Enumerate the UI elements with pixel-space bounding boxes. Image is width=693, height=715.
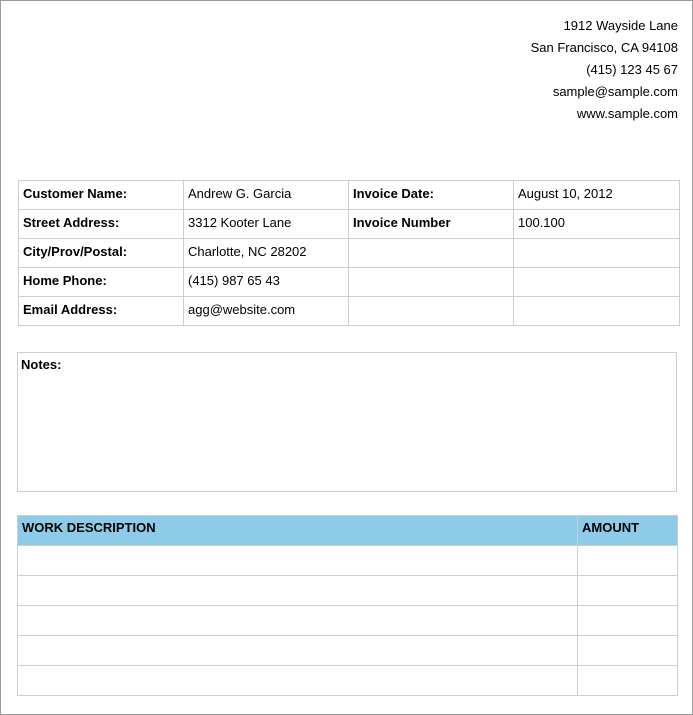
invoice-number-label: Invoice Number: [349, 210, 514, 239]
customer-info-table: [18, 180, 680, 326]
table-row: [18, 636, 678, 666]
notes-box[interactable]: [17, 352, 677, 492]
empty-label-cell: [349, 268, 514, 297]
amount-cell[interactable]: [578, 606, 678, 636]
empty-value-cell[interactable]: [514, 297, 680, 326]
table-row: [18, 576, 678, 606]
amount-cell[interactable]: [578, 666, 678, 696]
company-email: sample@sample.com: [552, 84, 678, 99]
street-address-label: Street Address:: [19, 210, 184, 239]
notes-label: Notes:: [21, 357, 62, 372]
work-description-cell[interactable]: [18, 546, 578, 576]
company-address: [531, 15, 678, 125]
table-row: [19, 297, 680, 326]
table-row: [19, 181, 680, 210]
customer-name-label: Customer Name:: [19, 181, 184, 210]
work-description-table: [17, 515, 678, 696]
city-prov-postal-label: City/Prov/Postal:: [19, 239, 184, 268]
work-description-cell[interactable]: [18, 606, 578, 636]
table-row: [19, 239, 680, 268]
city-prov-postal-value[interactable]: Charlotte, NC 28202: [184, 239, 349, 268]
company-city: San Francisco, CA 94108: [530, 40, 678, 55]
table-row: [18, 666, 678, 696]
company-phone: (415) 123 45 67: [586, 62, 678, 77]
company-website: www.sample.com: [576, 106, 678, 121]
empty-label-cell: [349, 297, 514, 326]
empty-value-cell[interactable]: [514, 239, 680, 268]
work-description-cell[interactable]: [18, 576, 578, 606]
invoice-date-value[interactable]: August 10, 2012: [514, 181, 680, 210]
email-address-label: Email Address:: [19, 297, 184, 326]
work-description-cell[interactable]: [18, 636, 578, 666]
company-street: 1912 Wayside Lane: [563, 18, 678, 33]
invoice-date-label: Invoice Date:: [349, 181, 514, 210]
table-row: [19, 210, 680, 239]
amount-cell[interactable]: [578, 636, 678, 666]
table-row: [19, 268, 680, 297]
email-address-value[interactable]: agg@website.com: [184, 297, 349, 326]
empty-value-cell[interactable]: [514, 268, 680, 297]
amount-header: AMOUNT: [578, 516, 678, 546]
work-table-header-row: [18, 516, 678, 546]
empty-label-cell: [349, 239, 514, 268]
table-row: [18, 546, 678, 576]
home-phone-value[interactable]: (415) 987 65 43: [184, 268, 349, 297]
invoice-number-value[interactable]: 100.100: [514, 210, 680, 239]
work-description-cell[interactable]: [18, 666, 578, 696]
amount-cell[interactable]: [578, 576, 678, 606]
customer-name-value[interactable]: Andrew G. Garcia: [184, 181, 349, 210]
street-address-value[interactable]: 3312 Kooter Lane: [184, 210, 349, 239]
home-phone-label: Home Phone:: [19, 268, 184, 297]
amount-cell[interactable]: [578, 546, 678, 576]
work-description-header: WORK DESCRIPTION: [18, 516, 578, 546]
table-row: [18, 606, 678, 636]
